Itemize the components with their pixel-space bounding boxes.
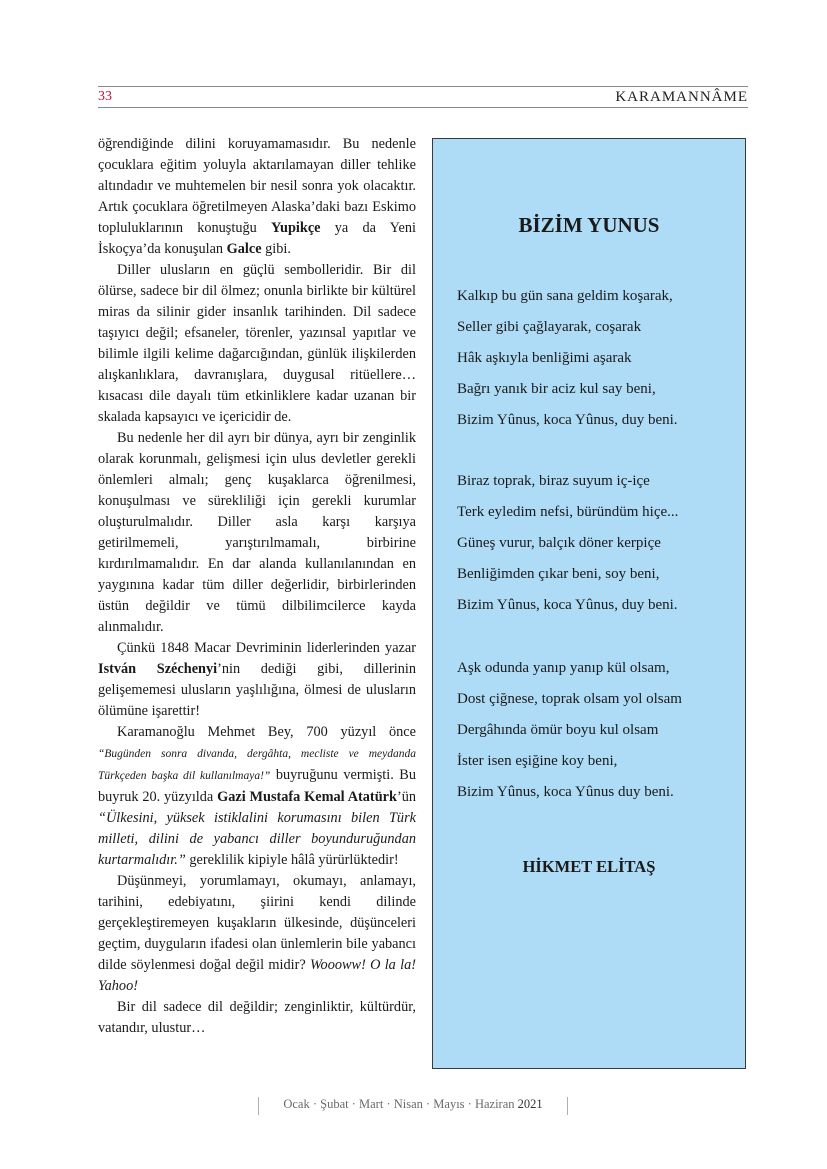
footer-divider-right	[567, 1097, 568, 1115]
poem-stanza-3	[457, 653, 682, 808]
bold-term: Yupikçe	[271, 220, 321, 236]
header-rule-bottom	[98, 107, 748, 108]
page-number: 33	[98, 89, 112, 104]
poem-line: Seller gibi çağlayarak, coşarak	[457, 319, 642, 335]
poem-line: Terk eyledim nefsi, büründüm hiçe...	[457, 504, 679, 520]
poem-line: Dost çiğnese, toprak olsam yol olsam	[457, 691, 682, 707]
article-paragraph-6: Düşünmeyi, yorumlamayı, okumayı, anlamayı, tarihini, edebiyatını, şiirini kendi dilinde gerçekleştiremeyen kuşakların ülkesinde, düşünceleri geçtim, duyguların ifadesi olan ünlemlerin bile yabancı dilde söylenmesi doğal değil midir? Woooww! O la la! Yahoo!	[98, 873, 416, 994]
article-paragraph-1: öğrendiğinde dilini koruyamamasıdır. Bu nedenle çocuklara eğitim yoluyla aktarılamayan diller tehlike altındadır ve muhtemelen bir nesil sonra yok olacaktır. Artık çocuklara öğretilmeyen Alaska’daki bazı Eskimo topluluklarının konuştuğu Yupikçe ya da Yeni İskoçya’da konuşulan Galce gibi.	[98, 136, 417, 257]
poem-line: Bizim Yûnus, koca Yûnus, duy beni.	[457, 597, 678, 613]
magazine-title: KARAMANNÂME	[615, 89, 748, 105]
poem-author: HİKMET ELİTAŞ	[522, 857, 656, 876]
quote-karamanoglu: “Bugünden sonra divanda, dergâhta, mecliste ve meydanda Türkçeden başka dil kullanılmaya!”	[98, 748, 416, 782]
poem-line: Kalkıp bu gün sana geldim koşarak,	[457, 288, 673, 304]
poem-line: Dergâhında ömür boyu kul olsam	[457, 722, 659, 738]
article-paragraph-7: Bir dil sadece dil değildir; zenginliktir, kültürdür, vatandır, ulustur…	[98, 999, 416, 1036]
header-rule-top	[98, 86, 748, 87]
poem-title: BİZİM YUNUS	[518, 213, 660, 237]
quote-ataturk: “Ülkesini, yüksek istiklalini korumasını bilen Türk milleti, dilini de yabancı diller boyunduruğundan kurtarmalıdır.”	[98, 810, 416, 868]
footer-year: 2021	[517, 1097, 543, 1111]
poem-line: Bizim Yûnus, koca Yûnus duy beni.	[457, 784, 674, 800]
poem-line: İster isen eşiğine koy beni,	[457, 753, 618, 769]
footer	[258, 1097, 568, 1115]
article-column	[98, 134, 416, 1039]
poem-line: Bizim Yûnus, koca Yûnus, duy beni.	[457, 412, 678, 428]
bold-name: Gazi Mustafa Kemal Atatürk	[217, 789, 397, 805]
poem-stanza-1	[457, 281, 678, 436]
article-paragraph-4: Çünkü 1848 Macar Devriminin liderlerinden yazar István Széchenyi’nin dediği gibi, dillerinin gelişememesi ulusların yaşlılığına, ölmesi de ulusların ölümüne işarettir!	[98, 640, 416, 719]
poem-line: Biraz toprak, biraz suyum iç-içe	[457, 473, 650, 489]
article-paragraph-3: Bu nedenle her dil ayrı bir dünya, ayrı bir zenginlik olarak korunmalı, gelişmesi için ulus devletler gerekli önlemleri almalı; genç kuşaklarca öğrenilmesi, konuşulması ve sürekliliği için gerekli kurumlar oluşturulmalıdır. Diller asla karşı karşıya getirilmemeli, yarıştırılmamalı, birbirine kırdırılmamalıdır. En dar alanda kullanılanından en yaygınına kadar tüm diller değerlidir, birbirlerinden üstün değildir ve tümü dilbilimcilerce kayda alınmalıdır.	[98, 430, 416, 635]
article-paragraph-2: Diller ulusların en güçlü sembolleridir. Bir dil ölürse, sadece bir dil ölmez; onunla birlikte bir kültürel miras da silinir gider insanlık tarihinden. Dil sadece taşıyıcı değil; efsaneler, törenler, yazınsal yapıtlar ve bilimle ilgili kelime dağarcığından, günlük ilişkilerden alışkanlıklara, davranışlara, duygusal ritüellere… kısacası dile dayalı tüm etkinliklere kadar uzanan bir skalada kapsayıcı ve içericidir de.	[98, 262, 416, 425]
article-paragraph-5: Karamanoğlu Mehmet Bey, 700 yüzyıl önce “Bugünden sonra divanda, dergâhta, mecliste ve meydanda Türkçeden başka dil kullanılmaya!” buyruğunu vermişti. Bu buyruk 20. yüzyılda Gazi Mustafa Kemal Atatürk’ün “Ülkesini, yüksek istiklalini korumasını bilen Türk milleti, dilini de yabancı diller boyunduruğundan kurtarmalıdır.” gereklilik kipiyle hâlâ yürürlüktedir!	[98, 724, 417, 868]
poem-stanza-2	[457, 466, 678, 621]
exclamations: Woooww! O la la! Yahoo!	[98, 957, 416, 994]
poem-line: Bağrı yanık bir aciz kul say beni,	[457, 381, 656, 397]
poem-line: Güneş vurur, balçık döner kerpiçe	[457, 535, 661, 551]
poem-box	[432, 138, 746, 1069]
footer-months: Ocak · Şubat · Mart · Nisan · Mayıs · Haziran	[283, 1097, 515, 1111]
poem-line: Benliğimden çıkar beni, soy beni,	[457, 566, 660, 582]
poem-line: Hâk aşkıyla benliğimi aşarak	[457, 350, 632, 366]
bold-term: Galce	[226, 241, 262, 257]
bold-name: István Széchenyi	[98, 661, 218, 677]
poem-line: Aşk odunda yanıp yanıp kül olsam,	[457, 660, 670, 676]
footer-divider-left	[258, 1097, 259, 1115]
